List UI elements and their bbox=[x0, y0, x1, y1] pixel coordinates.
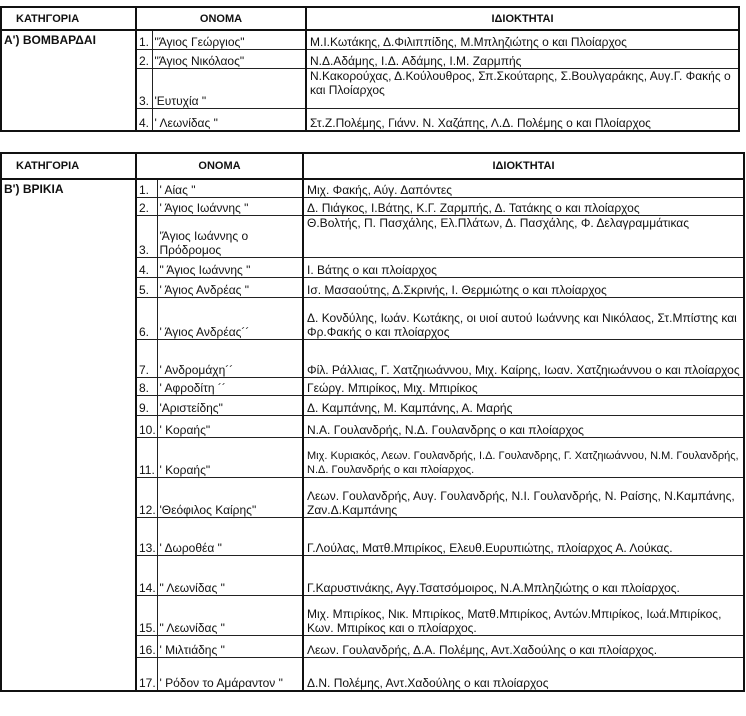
category-cell: Α') ΒΟΜΒΑΡΔΑΙ bbox=[1, 30, 136, 131]
owners-cell: Δ. Καμπάνης, Μ. Καμπάνης, Α. Μαρής bbox=[303, 395, 744, 415]
header-name: ΟΝΟΜΑ bbox=[136, 153, 303, 179]
row-number: 3. bbox=[136, 215, 157, 257]
row-number: 16. bbox=[136, 635, 157, 657]
ship-name: 'Άγιος Ιωάννης ο Πρόδρομος bbox=[157, 215, 303, 257]
row-number: 1. bbox=[136, 179, 157, 197]
brigs-rows bbox=[1, 179, 744, 691]
row-number: 11. bbox=[136, 437, 157, 477]
ship-name: ' Ανδρομάχη´´ bbox=[157, 339, 303, 377]
ship-name: " Λεωνίδας " bbox=[157, 555, 303, 595]
ship-name: ' Κοραής" bbox=[157, 415, 303, 437]
owners-cell: Μ.Ι.Κωτάκης, Δ.Φιλιππίδης, Μ.Μπληζιώτης ο και Πλοίαρχος bbox=[306, 30, 739, 49]
row-number: 2. bbox=[136, 197, 157, 215]
owners-cell: Δ. Κονδύλης, Ιωάν. Κωτάκης, οι υιοί αυτού Ιωάννης και Νικόλαος, Στ.Μπίστης και Φρ.Φακής ο και πλοίαρχος bbox=[303, 297, 744, 339]
row-number: 4. bbox=[136, 257, 157, 277]
row-number: 6. bbox=[136, 297, 157, 339]
row-number: 4. bbox=[136, 108, 152, 131]
ship-name: ' Άγιος Ιωάννης " bbox=[157, 197, 303, 215]
row-number: 9. bbox=[136, 395, 157, 415]
ship-name: ' Λεωνίδας " bbox=[152, 108, 306, 131]
owners-cell: Μιχ. Κυριακός, Λεων. Γουλανδρής, Ι.Δ. Γουλανδρης, Γ. Χατζηιωάννου, Ν.Μ. Γουλανδρής, Ν.Δ. Γουλανδρής ο και πλοίαρχος. bbox=[303, 437, 744, 477]
table-bombards bbox=[0, 6, 740, 132]
row-number: 12. bbox=[136, 477, 157, 517]
row-number: 15. bbox=[136, 595, 157, 635]
ship-name: ' Μιλτιάδης " bbox=[157, 635, 303, 657]
row-number: 8. bbox=[136, 377, 157, 395]
row-number: 10. bbox=[136, 415, 157, 437]
owners-cell: Φίλ. Ράλλιας, Γ. Χατζηιωάννου, Μιχ. Καίρης, Ιωαν. Χατζηιωάννου ο και πλοίαρχος bbox=[303, 339, 744, 377]
owners-cell: Ν.Κακορούχας, Δ.Κούλουθρος, Σπ.Σκούταρης, Σ.Βουλγαράκης, Αυγ.Γ. Φακής ο και Πλοίαρχος bbox=[306, 68, 739, 108]
owners-cell: Ν.Α. Γουλανδρής, Ν.Δ. Γουλανδρης ο και πλοίαρχος bbox=[303, 415, 744, 437]
owners-cell: Ν.Δ.Αδάμης, Ι.Δ. Αδάμης, Ι.Μ. Ζαρμπής bbox=[306, 49, 739, 68]
owners-cell: Δ.Ν. Πολέμης, Αντ.Χαδούλης ο και πλοίαρχος bbox=[303, 657, 744, 691]
header-name: ΟΝΟΜΑ bbox=[136, 7, 306, 30]
ship-name: ' Άγιος Ανδρέας´´ bbox=[157, 297, 303, 339]
owners-cell: Μιχ. Μπιρίκος, Νικ. Μπιρίκος, Ματθ.Μπιρίκος, Αντών.Μπιρίκος, Ιωά.Μπιρίκος, Κων. Μπιρίκος και ο πλοίαρχος. bbox=[303, 595, 744, 635]
header-owners: ΙΔΙΟΚΤΗΤΑΙ bbox=[303, 153, 744, 179]
row-number: 5. bbox=[136, 277, 157, 297]
ship-name: ' Αφροδίτη ´´ bbox=[157, 377, 303, 395]
ship-name: "Άγιος Νικόλαος" bbox=[152, 49, 306, 68]
table-brigs bbox=[0, 152, 745, 692]
row-number: 3. bbox=[136, 68, 152, 108]
ship-name: "Άγιος Γεώργιος" bbox=[152, 30, 306, 49]
ship-name: 'Ευτυχία " bbox=[152, 68, 306, 108]
category-cell: Β') ΒΡΙΚΙΑ bbox=[1, 179, 136, 691]
row-number: 2. bbox=[136, 49, 152, 68]
owners-cell: Δ. Πιάγκος, Ι.Βάτης, Κ.Γ. Ζαρμπής, Δ. Τατάκης ο και πλοίαρχος bbox=[303, 197, 744, 215]
owners-cell: Λεων. Γουλανδρής, Αυγ. Γουλανδρής, Ν.Ι. Γουλανδρής, Ν. Ραίσης, Ν.Καμπάνης, Ζαν.Δ.Καμπάνης bbox=[303, 477, 744, 517]
owners-cell: Στ.Ζ.Πολέμης, Γιάνν. Ν. Χαζάπης, Λ.Δ. Πολέμης ο και Πλοίαρχος bbox=[306, 108, 739, 131]
ship-name: 'Αριστείδης" bbox=[157, 395, 303, 415]
ship-name: ' Ρόδον το Αμάραντον " bbox=[157, 657, 303, 691]
owners-cell: Ι. Βάτης ο και πλοίαρχος bbox=[303, 257, 744, 277]
ship-name: ' Άγιος Ανδρέας " bbox=[157, 277, 303, 297]
header-category: ΚΑΤΗΓΟΡΙΑ bbox=[1, 153, 136, 179]
row-number: 7. bbox=[136, 339, 157, 377]
owners-cell: Γ.Λούλας, Ματθ.Μπιρίκος, Ελευθ.Ευρυπιώτης, πλοίαρχος Α. Λούκας. bbox=[303, 517, 744, 555]
ship-name: " Άγιος Ιωάννης " bbox=[157, 257, 303, 277]
owners-cell: Μιχ. Φακής, Αύγ. Δαπόντες bbox=[303, 179, 744, 197]
row-number: 13. bbox=[136, 517, 157, 555]
header-category: ΚΑΤΗΓΟΡΙΑ bbox=[1, 7, 136, 30]
ship-name: ' Κοραής" bbox=[157, 437, 303, 477]
row-number: 14. bbox=[136, 555, 157, 595]
ship-name: ' Αίας " bbox=[157, 179, 303, 197]
owners-cell: Θ.Βολτής, Π. Πασχάλης, Ελ.Πλάτων, Δ. Πασχάλης, Φ. Δελαγραμμάτικας bbox=[303, 215, 744, 257]
ship-name: 'Θεόφιλος Καίρης" bbox=[157, 477, 303, 517]
header-owners: ΙΔΙΟΚΤΗΤΑΙ bbox=[306, 7, 739, 30]
owners-cell: Ισ. Μασαούτης, Δ.Σκρινής, Ι. Θερμιώτης ο και πλοίαρχος bbox=[303, 277, 744, 297]
ship-name: " Λεωνίδας " bbox=[157, 595, 303, 635]
owners-cell: Λεων. Γουλανδρής, Δ.Α. Πολέμης, Αντ.Χαδούλης ο και πλοίαρχος. bbox=[303, 635, 744, 657]
ship-name: ' Δωροθέα " bbox=[157, 517, 303, 555]
owners-cell: Γεώργ. Μπιρίκος, Μιχ. Μπιρίκος bbox=[303, 377, 744, 395]
owners-cell: Γ.Καρυστινάκης, Αγγ.Τσατσόμοιρος, Ν.Α.Μπληζιώτης ο και πλοίαρχος. bbox=[303, 555, 744, 595]
row-number: 1. bbox=[136, 30, 152, 49]
row-number: 17. bbox=[136, 657, 157, 691]
